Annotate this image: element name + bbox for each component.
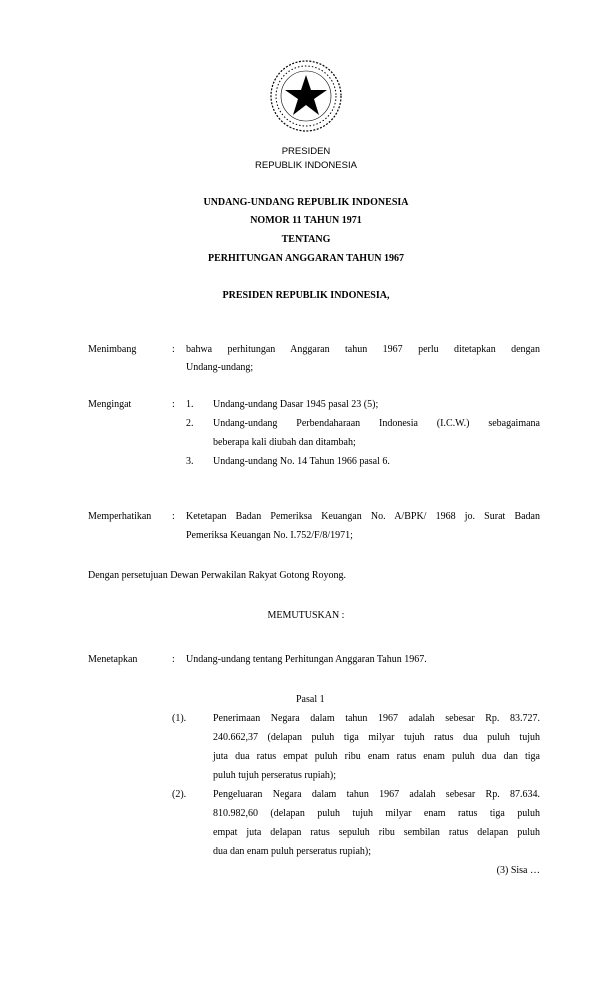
- garuda-star-emblem-icon: [268, 58, 344, 134]
- pasal-text: Penerimaan Negara dalam tahun 1967 adalah sebesar Rp. 83.727.: [213, 713, 540, 724]
- menetapkan-text: Undang-undang tentang Perhitungan Anggaran Tahun 1967.: [186, 654, 427, 665]
- mengingat-label: Mengingat: [88, 399, 132, 410]
- letterhead-president: PRESIDEN: [281, 146, 331, 157]
- pasal-text: dua dan enam puluh perseratus rupiah);: [213, 846, 372, 857]
- list-item: Undang-undang Perbendaharaan Indonesia (I.C.W.) sebagaimana: [213, 418, 540, 429]
- pasal-text: puluh tujuh perseratus rupiah);: [213, 770, 337, 781]
- colon: :: [172, 654, 175, 665]
- pasal-text: 240.662,37 (delapan puluh tiga milyar tujuh ratus dua puluh tujuh: [213, 732, 540, 743]
- title-line: NOMOR 11 TAHUN 1971: [250, 215, 362, 226]
- letterhead-republic: REPUBLIK INDONESIA: [255, 160, 357, 171]
- preamble: PRESIDEN REPUBLIK INDONESIA,: [222, 290, 390, 301]
- menimbang-text: bahwa perhitungan Anggaran tahun 1967 perlu ditetapkan dengan: [186, 344, 540, 355]
- pasal-text: 810.982,60 (delapan puluh tujuh milyar enam ratus tiga puluh: [213, 808, 540, 819]
- colon: :: [172, 344, 175, 355]
- memperhatikan-text: Ketetapan Badan Pemeriksa Keuangan No. A/BPK/ 1968 jo. Surat Badan: [186, 511, 540, 522]
- list-number: 3.: [186, 456, 194, 467]
- title-line: UNDANG-UNDANG REPUBLIK INDONESIA: [203, 197, 409, 208]
- list-item: Undang-undang Dasar 1945 pasal 23 (5);: [213, 399, 379, 410]
- continuation-marker: (3) Sisa …: [496, 865, 540, 876]
- pasal-number: (1).: [172, 713, 187, 724]
- list-number: 1.: [186, 399, 194, 410]
- pasal-heading: Pasal 1: [296, 694, 325, 705]
- pasal-text: Pengeluaran Negara dalam tahun 1967 adalah sebesar Rp. 87.634.: [213, 789, 540, 800]
- list-item: beberapa kali diubah dan ditambah;: [213, 437, 356, 448]
- title-line: TENTANG: [281, 234, 331, 245]
- persetujuan: Dengan persetujuan Dewan Perwakilan Rakyat Gotong Royong.: [88, 570, 346, 581]
- menetapkan-label: Menetapkan: [88, 654, 138, 665]
- pasal-text: juta dua ratus empat puluh ribu enam ratus enam puluh dua dan tiga: [213, 751, 540, 762]
- menimbang-text: Undang-undang;: [186, 362, 254, 373]
- pasal-number: (2).: [172, 789, 187, 800]
- memperhatikan-label: Memperhatikan: [88, 511, 152, 522]
- memutuskan: MEMUTUSKAN :: [267, 610, 345, 621]
- title-line: PERHITUNGAN ANGGARAN TAHUN 1967: [207, 253, 405, 264]
- colon: :: [172, 399, 175, 410]
- list-item: Undang-undang No. 14 Tahun 1966 pasal 6.: [213, 456, 390, 467]
- menimbang-label: Menimbang: [88, 344, 137, 355]
- pasal-text: empat juta delapan ratus sepuluh ribu sembilan ratus delapan puluh: [213, 827, 540, 838]
- colon: :: [172, 511, 175, 522]
- memperhatikan-text: Pemeriksa Keuangan No. I.752/F/8/1971;: [186, 530, 353, 541]
- list-number: 2.: [186, 418, 194, 429]
